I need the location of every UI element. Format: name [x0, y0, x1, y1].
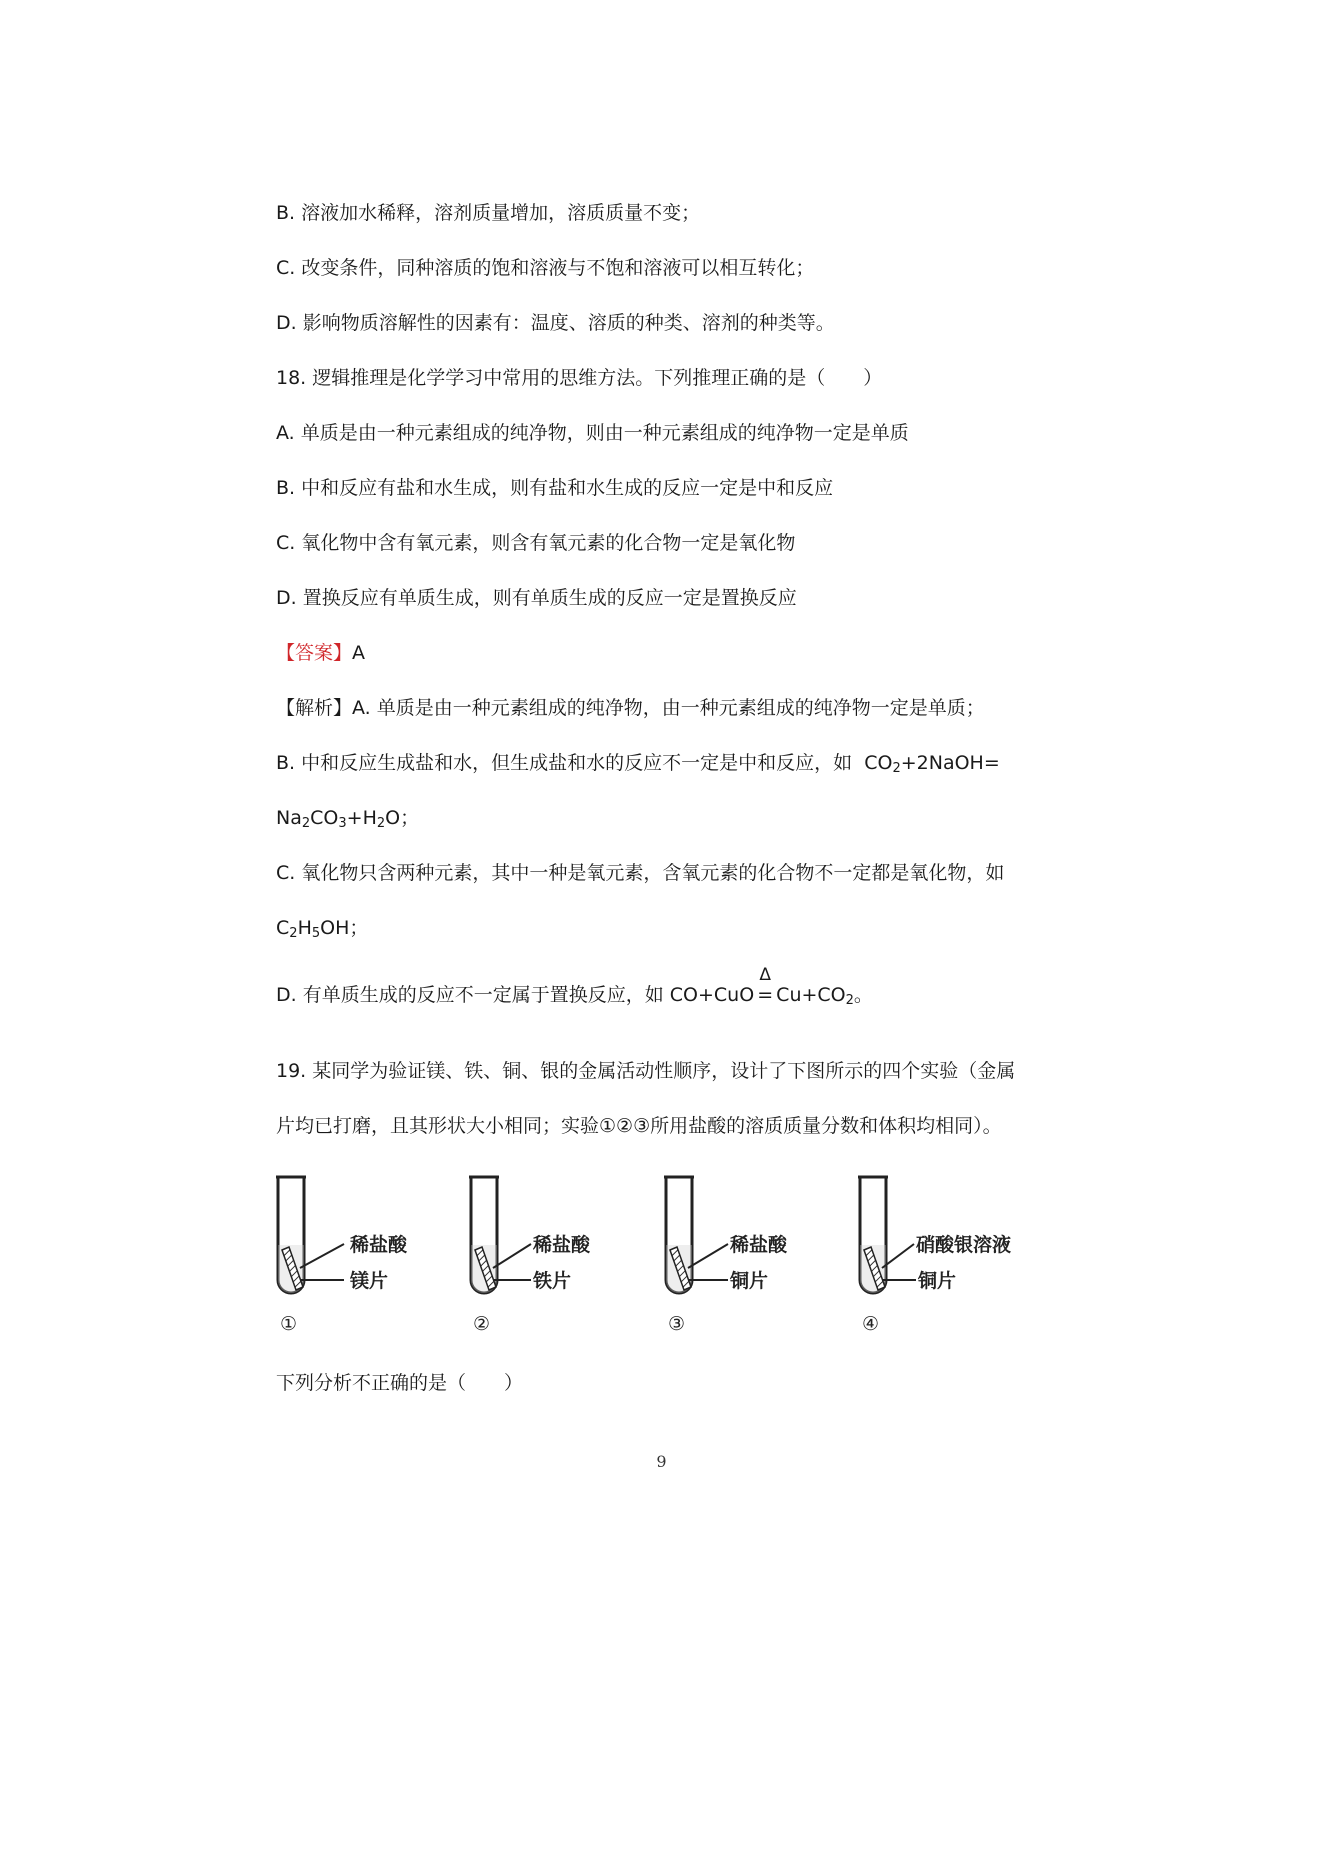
analysis-tag: 【解析】	[276, 697, 353, 719]
tube-2-number: ②	[473, 1313, 491, 1335]
tube-1-number: ①	[280, 1313, 298, 1335]
delta-symbol: Δ	[759, 965, 771, 985]
analysis-c-formula: $C_2H_5OH$；	[276, 917, 369, 941]
tube-2-metal-label: 铁片	[533, 1270, 572, 1292]
analysis-c: C. 氧化物只含两种元素，其中一种是氧元素，含氧元素的化合物不一定都是氧化物，如	[276, 862, 1005, 884]
question-18-option-a: A. 单质是由一种元素组成的纯净物，则由一种元素组成的纯净物一定是单质	[276, 422, 909, 444]
tube-4-number: ④	[862, 1313, 880, 1335]
option-b-dilution: B. 溶液加水稀释，溶剂质量增加，溶质质量不变；	[276, 202, 701, 224]
question-19-prompt: 下列分析不正确的是（ ）	[276, 1372, 524, 1394]
question-18-option-c: C. 氧化物中含有氧元素，则含有氧元素的化合物一定是氧化物	[276, 532, 796, 554]
test-tube-4	[858, 1177, 1011, 1335]
tube-4-metal-label: 铜片	[918, 1270, 957, 1292]
test-tube-3	[664, 1177, 788, 1335]
answer-line	[276, 640, 365, 666]
option-d-solubility: D. 影响物质溶解性的因素有：温度、溶质的种类、溶剂的种类等。	[276, 312, 835, 334]
page-number: 9	[656, 1452, 667, 1471]
heating-condition: Δ =	[754, 982, 776, 1008]
tube-1-solution-label: 稀盐酸	[350, 1234, 408, 1256]
tube-4-solution-label: 硝酸银溶液	[916, 1234, 1012, 1256]
answer-value: A	[352, 642, 366, 664]
question-19-line1: 19. 某同学为验证镁、铁、铜、银的金属活动性顺序，设计了下图所示的四个实验（金属	[276, 1060, 1016, 1082]
analysis-d-text: D. 有单质生成的反应不一定属于置换反应，如	[276, 984, 664, 1006]
analysis-a-text: A. 单质是由一种元素组成的纯净物，由一种元素组成的纯净物一定是单质；	[352, 697, 985, 719]
test-tube-2	[469, 1177, 591, 1335]
tube-2-solution-label: 稀盐酸	[533, 1234, 591, 1256]
tube-3-solution-label: 稀盐酸	[730, 1234, 788, 1256]
tube-3-number: ③	[668, 1313, 686, 1335]
question-18-option-b: B. 中和反应有盐和水生成，则有盐和水生成的反应一定是中和反应	[276, 477, 834, 499]
answer-tag: 【答案】	[276, 642, 353, 664]
analysis-d: D. 有单质生成的反应不一定属于置换反应，如 CO+CuO Δ = $Cu+CO_2$。	[276, 982, 873, 1008]
analysis-b-text: B. 中和反应生成盐和水，但生成盐和水的反应不一定是中和反应，如	[276, 752, 853, 774]
analysis-b: B. 中和反应生成盐和水，但生成盐和水的反应不一定是中和反应，如 $CO_2+2NaOH=$	[276, 752, 1000, 776]
analysis-b-equation: $Na_2CO_3+H_2O$；	[276, 807, 420, 831]
question-18-option-d: D. 置换反应有单质生成，则有单质生成的反应一定是置换反应	[276, 587, 797, 609]
tube-3-metal-label: 铜片	[730, 1270, 769, 1292]
question-19-line2: 片均已打磨，且其形状大小相同；实验①②③所用盐酸的溶质质量分数和体积均相同）。	[276, 1115, 1002, 1137]
option-c-conversion: C. 改变条件，同种溶质的饱和溶液与不饱和溶液可以相互转化；	[276, 257, 815, 279]
test-tube-figure	[270, 1170, 1070, 1340]
question-18: 18. 逻辑推理是化学学习中常用的思维方法。下列推理正确的是（ ）	[276, 367, 883, 389]
test-tube-1	[276, 1177, 408, 1335]
tube-1-metal-label: 镁片	[350, 1270, 389, 1292]
analysis-a	[276, 695, 985, 721]
